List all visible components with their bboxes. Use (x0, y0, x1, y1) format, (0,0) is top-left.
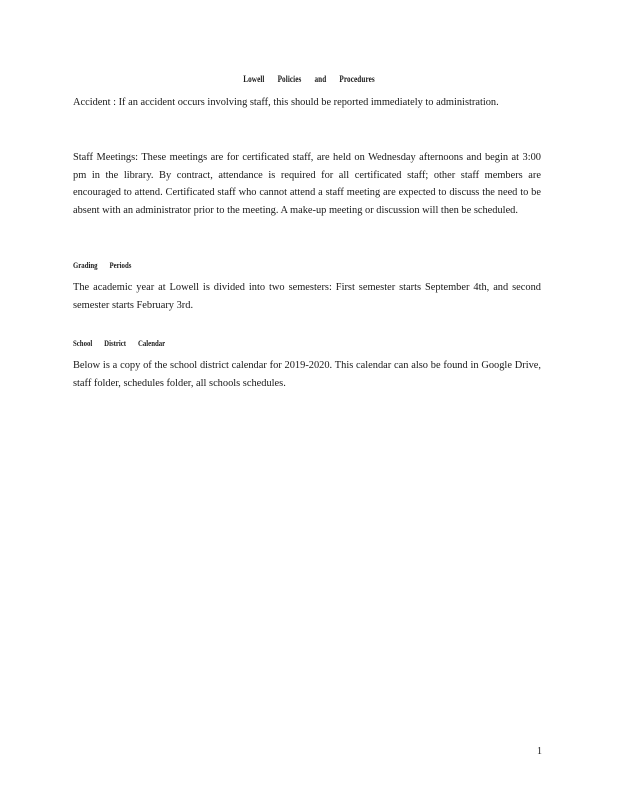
grading-periods-paragraph: The academic year at Lowell is divided into two semesters: First semester starts September 4th, and second semester starts February 3rd. (73, 282, 541, 311)
grading-periods-heading: Grading Periods (73, 261, 132, 270)
page-title: Lowell Policies and Procedures (243, 74, 375, 84)
school-district-calendar-heading: School District Calendar (73, 339, 166, 348)
staff-meetings-paragraph: Staff Meetings: These meetings are for certificated staff, are held on Wednesday afternoons and begin at 3:00 pm in the library. By contract, attendance is required for all certificated staff; other staff members are encouraged to attend. Certificated staff who cannot attend a staff meeting are expected to discuss the need to be absent with an administrator prior to the meeting. A make-up meeting or discussion will then be scheduled. (73, 152, 541, 216)
accident-paragraph: Accident : If an accident occurs involving staff, this should be reported immediately to administration. (73, 97, 499, 108)
school-district-calendar-paragraph: Below is a copy of the school district calendar for 2019-2020. This calendar can also be found in Google Drive, staff folder, schedules folder, all schools schedules. (73, 360, 541, 389)
page-number: 1 (537, 746, 542, 757)
